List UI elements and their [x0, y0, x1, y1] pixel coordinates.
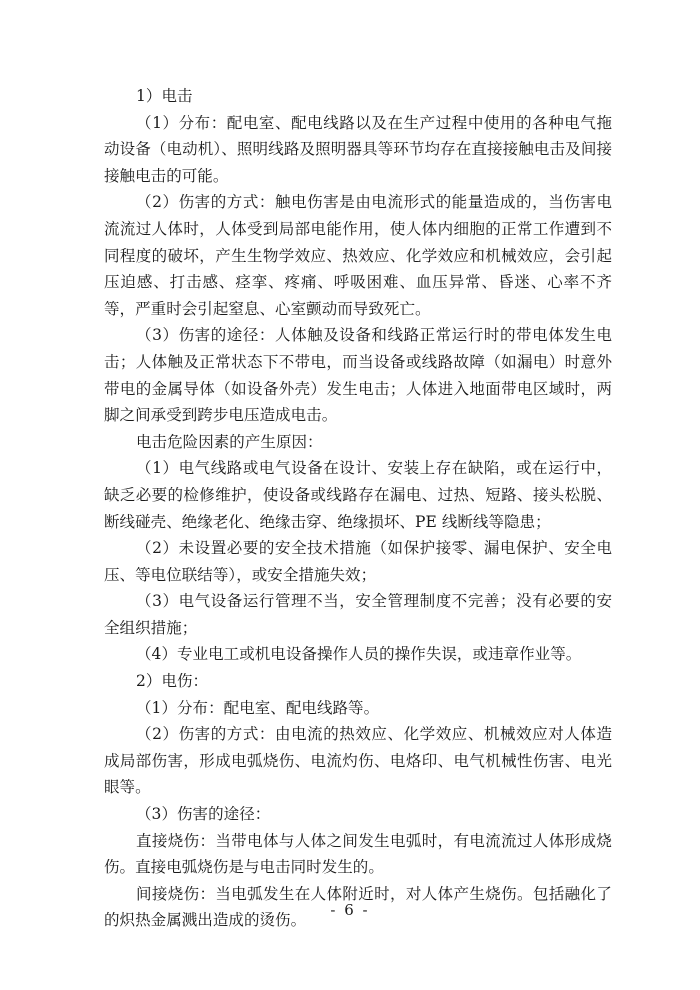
- paragraph-shock-injury-path: （3）伤害的途径：人体触及设备和线路正常运行时的带电体发生电击；人体触及正常状态下不带电，而当设备或线路故障（如漏电）时意外带电的金属导体（如设备外壳）发生电击；人体进入地面带电区域时，两脚之间承受到跨步电压造成电击。: [104, 326, 612, 425]
- paragraph-shock-distribution: （1）分布：配电室、配电线路以及在生产过程中使用的各种电气拖动设备（电动机）、照明线路及照明器具等环节均存在直接接触电击及间接接触电击的可能。: [104, 113, 612, 185]
- heading-electric-shock: 1）电击: [136, 87, 193, 105]
- paragraph-cause-4: （4）专业电工或机电设备操作人员的操作失误，或违章作业等。: [136, 645, 582, 664]
- paragraph-cause-2: （2）未设置必要的安全技术措施（如保护接零、漏电保护、安全电压、等电位联结等），或安全措施失效；: [104, 539, 612, 584]
- paragraph-cause-3: （3）电气设备运行管理不当，安全管理制度不完善；没有必要的安全组织措施；: [104, 592, 612, 637]
- document-body: [104, 83, 612, 934]
- page-number: - 6 -: [330, 901, 370, 919]
- heading-electric-burn: 2）电伤：: [136, 672, 209, 691]
- paragraph-burn-injury-mode: （2）伤害的方式：由电流的热效应、化学效应、机械效应对人体造成局部伤害，形成电弧烧伤、电流灼伤、电烙印、电气机械性伤害、电光眼等。: [104, 725, 612, 797]
- paragraph-direct-burn: 直接烧伤：当带电体与人体之间发生电弧时，有电流流过人体形成烧伤。直接电弧烧伤是与电击同时发生的。: [104, 831, 612, 877]
- paragraph-indirect-burn: 间接烧伤：当电弧发生在人体附近时，对人体产生烧伤。包括融化了的炽热金属溅出造成的烫伤。: [104, 884, 612, 930]
- paragraph-burn-injury-path: （3）伤害的途径：: [136, 805, 271, 824]
- paragraph-cause-1: （1）电气线路或电气设备在设计、安装上存在缺陷，或在运行中，缺乏必要的检修维护，使设备或线路存在漏电、过热、短路、接头松脱、断线碰壳、绝缘老化、绝缘击穿、绝缘损坏、PE 线断线等隐患；: [104, 459, 612, 531]
- subheading-shock-causes: 电击危险因素的产生原因：: [136, 432, 323, 451]
- paragraph-shock-injury-mode: （2）伤害的方式：触电伤害是由电流形式的能量造成的，当伤害电流流过人体时，人体受到局部电能作用，使人体内细胞的正常工作遭到不同程度的破坏，产生生物学效应、热效应、化学效应和机械效应，会引起压迫感、打击感、痉挛、疼痛、呼吸困难、血压异常、昏迷、心率不齐等，严重时会引起窒息、心室颤动而导致死亡。: [104, 193, 612, 318]
- paragraph-burn-distribution: （1）分布：配电室、配电线路等。: [136, 698, 380, 717]
